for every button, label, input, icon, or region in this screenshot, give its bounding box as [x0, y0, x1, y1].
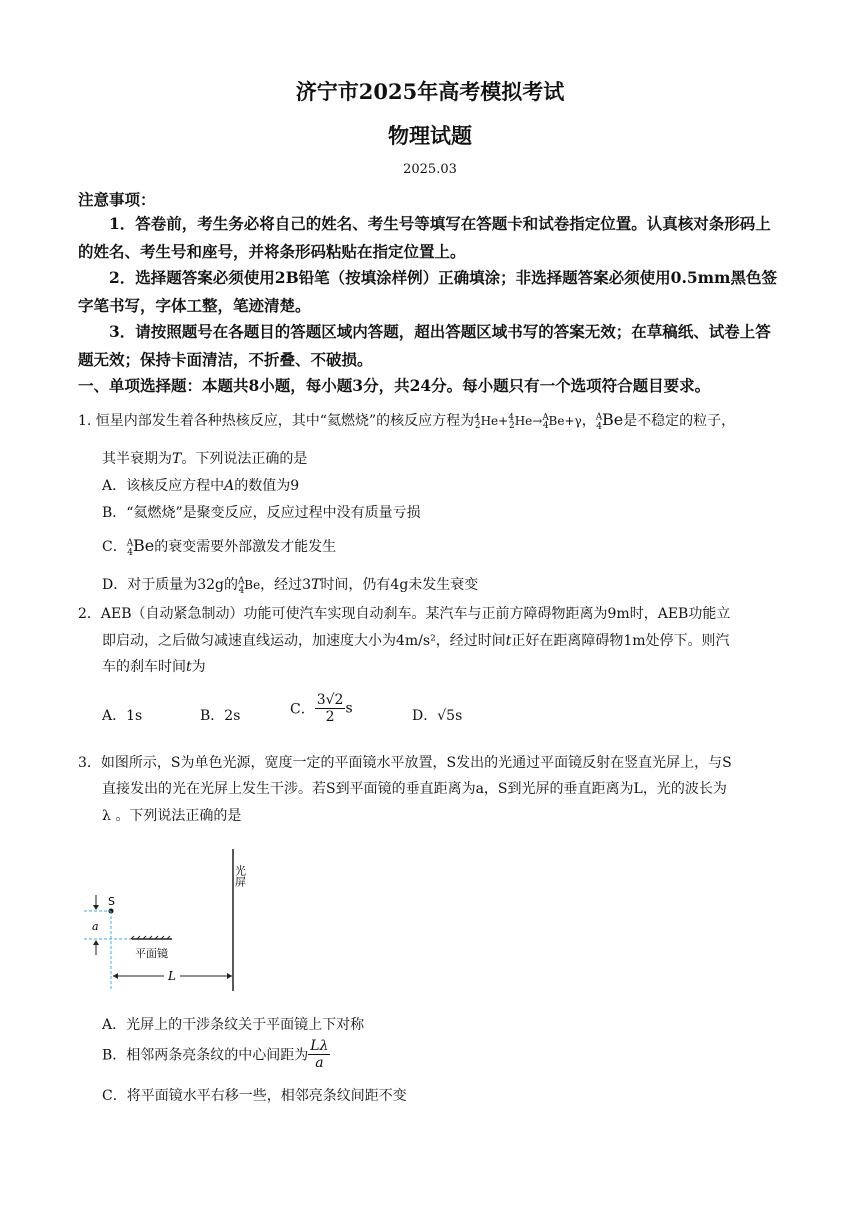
q3-option-b-text: B．相邻两条亮条纹的中心间距为 [102, 1047, 309, 1064]
q1-var-t: T [172, 451, 182, 467]
q1-option-c[interactable]: C．$^A_4$Be的衰变需要外部激发才能发生 [102, 536, 337, 558]
q1-equation: $^4_2$He+$^4_2$He→$^A_4$Be+γ [474, 413, 582, 432]
q1-option-c-text: 的衰变需要外部激发才能发生 [154, 539, 337, 555]
q2-line3-a: 车的刹车时间 [102, 659, 186, 675]
q2-var-t2: t [186, 659, 192, 675]
q1-option-d-text: D．对于质量为32g的 [102, 577, 239, 593]
q2-option-c[interactable] [290, 692, 353, 725]
l-arrowhead-left-icon [113, 973, 118, 979]
q3-option-b-num: Lλ [310, 1038, 329, 1054]
notice-item-3: 3．请按照题号在各题目的答题区域内答题，超出答题区域书写的答案无效；在草稿纸、试卷上答题无效；保持卡面清洁，不折叠、不破损。 [78, 322, 771, 369]
q1-option-d-end: 时间，仍有4g未发生衰变 [320, 577, 479, 593]
q1-option-a[interactable] [102, 475, 299, 495]
question-3-line3: λ 。下列说法正确的是 [102, 808, 242, 824]
a-arrowhead-bottom-icon [93, 940, 99, 945]
q1-comma: ， [581, 413, 596, 429]
exam-date: 2025.03 [403, 162, 457, 177]
q1-be-symbol: Be [601, 410, 624, 429]
l-label: L [168, 969, 176, 983]
q2-option-c-den: 2 [325, 709, 335, 725]
question-2-line3 [102, 656, 206, 676]
mirror-label: 平面镜 [135, 947, 168, 960]
exam-subtitle: 物理试题 [388, 123, 472, 148]
q2-option-c-label: C． [290, 701, 315, 718]
q1-option-d-be: Be [244, 578, 261, 592]
q1-option-a-var: A [224, 478, 235, 494]
q2-option-c-num: 3√2 [316, 692, 344, 708]
q2-var-t: t [505, 633, 512, 649]
q1-option-d-mid: ，经过3 [260, 577, 312, 593]
q1-option-a-text: A．该核反应方程中 [102, 478, 225, 494]
screen-label-1: 光屏 [233, 865, 247, 887]
q1-option-c-label: C． [102, 539, 127, 555]
q1-option-d[interactable]: D．对于质量为32g的$^A_4$Be，经过3T时间，仍有4g未发生衰变 [102, 576, 479, 596]
q3-option-b[interactable] [102, 1038, 330, 1071]
q3-option-c[interactable]: C．将平面镜水平右移一些，相邻亮条纹间距不变 [102, 1088, 407, 1104]
q2-option-c-fraction [315, 692, 346, 725]
question-3-line2: 直接发出的光在光屏上发生干涉。若S到平面镜的垂直距离为a，S到光屏的垂直距离为L，光的波长为 [102, 781, 727, 797]
question-1-stem: 1. 恒星内部发生着各种热核反应，其中“氦燃烧”的核反应方程为$^4_2$He+$^4_2$He→$^A_4$Be+γ，$^A_4$Be是不稳定的粒子， [78, 410, 736, 432]
q1-stem-part-e: 。下列说法正确的是 [181, 451, 308, 467]
q2-option-d-label: D． [412, 708, 438, 724]
q1-stem-part-d: 其半衰期为 [102, 451, 172, 467]
q2-line3-b: 为 [191, 659, 206, 675]
q2-option-b[interactable]: B．2s [200, 708, 241, 724]
q3-option-b-fraction [308, 1038, 330, 1071]
q1-option-b[interactable]: B．“氦燃烧”是聚变反应，反应过程中没有质量亏损 [102, 505, 421, 521]
q2-option-d[interactable] [412, 705, 462, 725]
q1-option-a-text-end: 的数值为9 [234, 478, 300, 494]
q2-line2-b: 正好在距离障碍物1m处停下。则汽 [511, 633, 730, 649]
source-label: S [108, 895, 115, 908]
q1-option-c-be: Be [132, 536, 155, 555]
a-arrowhead-top-icon [93, 905, 99, 910]
l-arrowhead-right-icon [227, 973, 232, 979]
question-2-line1: 2．AEB（自动紧急制动）功能可使汽车实现自动刹车。某汽车与正前方障碍物距离为9m时，AEB功能立 [78, 606, 731, 622]
section-heading: 一、单项选择题：本题共8小题，每小题3分，共24分。每小题只有一个选项符合题目要求。 [78, 376, 711, 395]
notice-item-1: 1．答卷前，考生务必将自己的姓名、考生号等填写在答题卡和试卷指定位置。认真核对条形码上的姓名、考生号和座号，并将条形码粘贴在指定位置上。 [78, 214, 771, 261]
question-1-stem-line2 [102, 448, 307, 468]
q2-line2-a: 即启动，之后做匀减速直线运动，加速度大小为4m/s²，经过时间 [102, 633, 506, 649]
q1-stem-part-c: 是不稳定的粒子， [623, 413, 736, 429]
q2-option-d-value: √5s [437, 708, 463, 724]
q3-option-a[interactable]: A．光屏上的干涉条纹关于平面镜上下对称 [102, 1017, 365, 1033]
q3-option-b-den: a [315, 1055, 324, 1071]
a-label: a [92, 920, 99, 933]
q2-option-c-unit: s [345, 700, 353, 717]
notice-heading: 注意事项： [78, 190, 156, 209]
question-3-line1: 3．如图所示，S为单色光源，宽度一定的平面镜水平放置，S发出的光通过平面镜反射在竖直光屏上，与S [78, 755, 732, 771]
q1-stem-part: 1. 恒星内部发生着各种热核反应，其中“氦燃烧”的核反应方程为 [78, 413, 475, 429]
notice-item-2: 2．选择题答案必须使用2B铅笔（按填涂样例）正确填涂；非选择题答案必须使用0.5mm黑色签字笔书写，字体工整，笔迹清楚。 [78, 268, 777, 315]
q2-option-a[interactable]: A．1s [102, 708, 143, 724]
exam-title: 济宁市2025年高考模拟考试 [295, 79, 565, 104]
mirror-interference-figure [80, 845, 260, 1000]
question-2-line2 [102, 630, 730, 650]
q1-option-d-var: T [311, 577, 321, 593]
